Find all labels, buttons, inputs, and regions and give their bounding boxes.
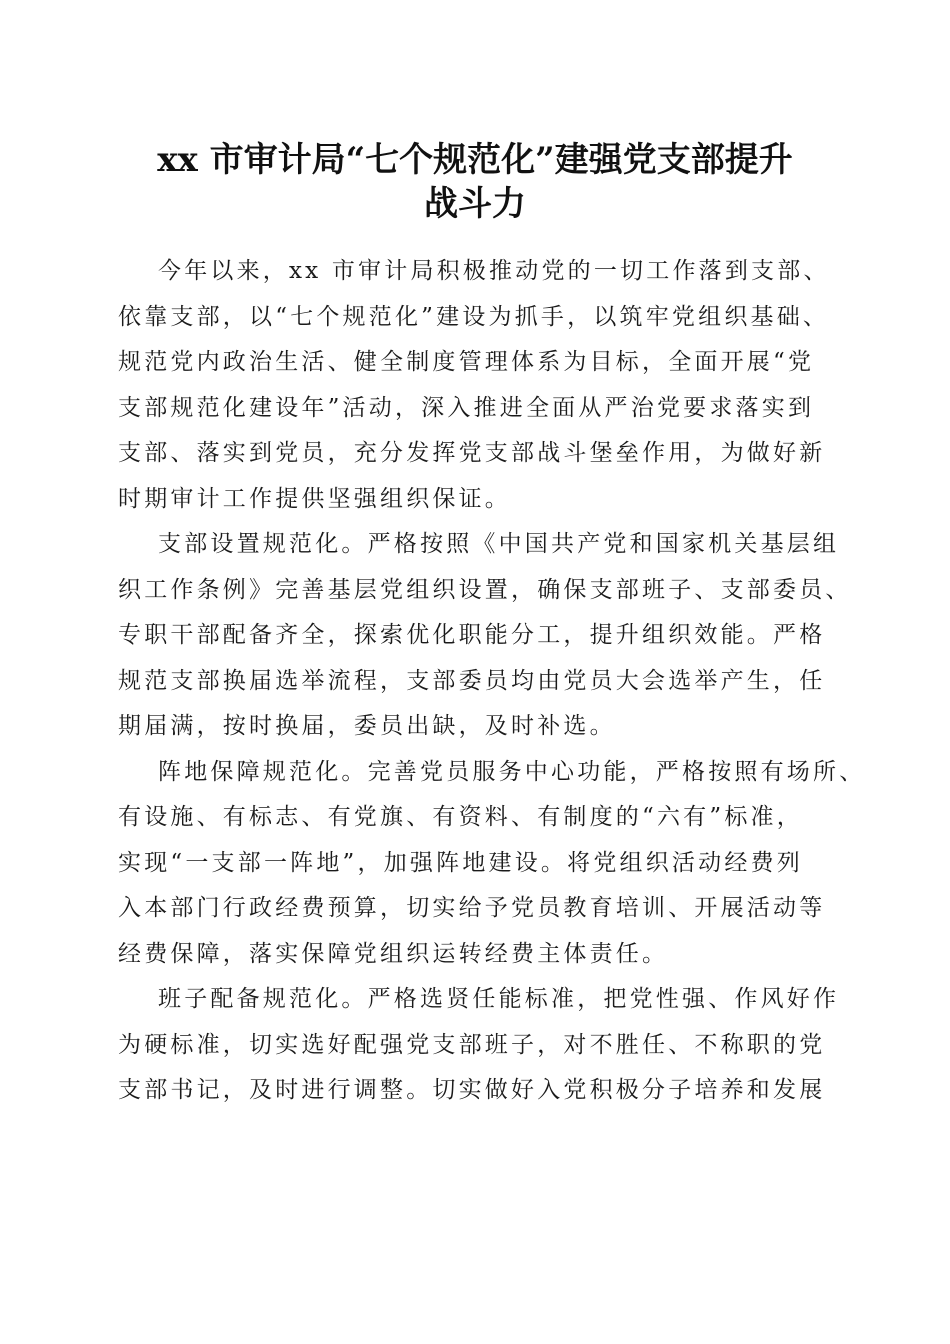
paragraph-line: 阵地保障规范化。完善党员服务中心功能，严格按照有场所、 — [158, 758, 866, 785]
paragraph-line: 规范党内政治生活、健全制度管理体系为目标，全面开展“党 — [118, 349, 815, 375]
paragraph-line: 入本部门行政经费预算，切实给予党员教育培训、开展活动等 — [118, 895, 826, 921]
title-line: xx 市审计局“七个规范化”建强党支部提升 — [157, 140, 793, 180]
paragraph-line: 班子配备规范化。严格选贤任能标准，把党性强、作风好作 — [158, 986, 840, 1012]
paragraph-line: 支部设置规范化。严格按照《中国共产党和国家机关基层组 — [158, 531, 840, 557]
paragraph-line: 为硬标准，切实选好配强党支部班子，对不胜任、不称职的党 — [118, 1031, 826, 1058]
paragraph-line: 织工作条例》完善基层党组织设置，确保支部班子、支部委员、 — [118, 576, 852, 603]
paragraph-line: 实现“一支部一阵地”，加强阵地建设。将党组织活动经费列 — [118, 849, 803, 876]
paragraph-line: 规范支部换届选举流程，支部委员均由党员大会选举产生，任 — [118, 667, 826, 694]
paragraph-line: 有设施、有标志、有党旗、有资料、有制度的“六有”标准， — [118, 804, 803, 830]
title-line: 战斗力 — [424, 184, 526, 224]
paragraph-line: 期届满，按时换届，委员出缺，及时补选。 — [118, 713, 616, 739]
paragraph-line: 依靠支部，以“七个规范化”建设为抓手，以筑牢党组织基础、 — [118, 303, 830, 330]
paragraph-line: 支部书记，及时进行调整。切实做好入党积极分子培养和发展 — [118, 1077, 826, 1103]
paragraph-line: 今年以来，xx 市审计局积极推动党的一切工作落到支部、 — [158, 258, 830, 284]
paragraph-line: 时期审计工作提供坚强组织保证。 — [118, 485, 511, 512]
document-title — [100, 138, 850, 226]
paragraph-line: 专职干部配备齐全，探索优化职能分工，提升组织效能。严格 — [118, 622, 826, 648]
paragraph-line: 支部、落实到党员，充分发挥党支部战斗堡垒作用，为做好新 — [118, 440, 826, 466]
paragraph-line: 经费保障，落实保障党组织运转经费主体责任。 — [118, 940, 669, 967]
paragraph-line: 支部规范化建设年”活动，深入推进全面从严治党要求落实到 — [118, 394, 815, 421]
document-body — [118, 249, 866, 1114]
